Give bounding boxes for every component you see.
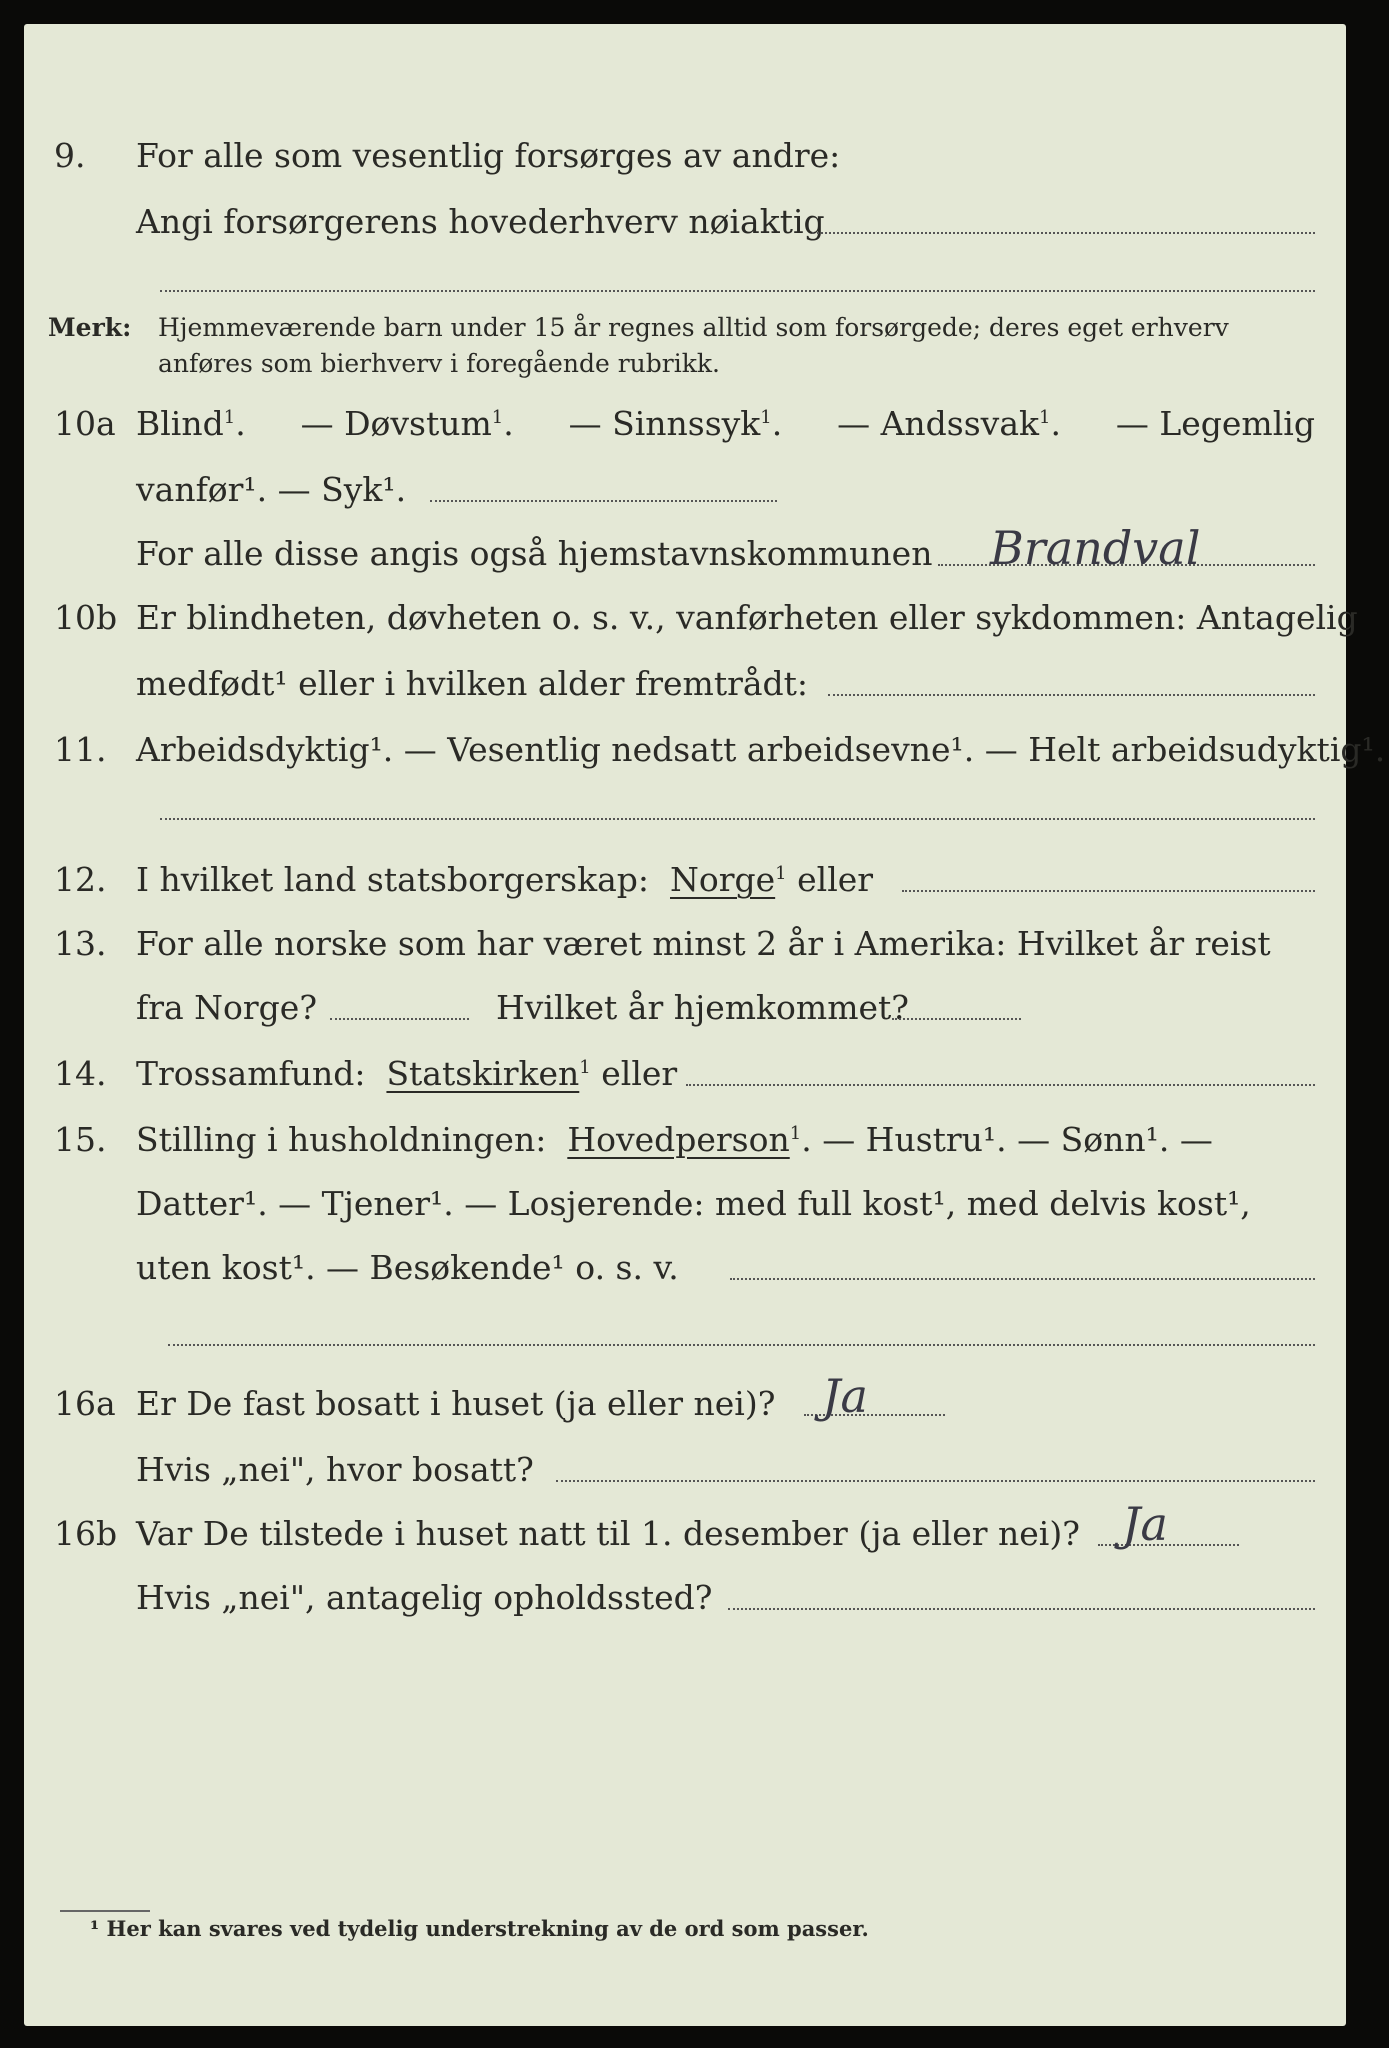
q15-line3: uten kost¹. — Besøkende¹ o. s. v.	[136, 1248, 679, 1287]
q12-norge-option[interactable]: Norge	[670, 860, 776, 899]
q11-line1: Arbeidsdyktig¹. — Vesentlig nedsatt arbeidsevne¹. — Helt arbeidsudyktig¹.	[136, 730, 1386, 769]
q12-eller: eller	[797, 860, 874, 899]
q14-label: Trossamfund:	[136, 1054, 366, 1093]
footnote-rule	[60, 1910, 150, 1912]
q15-row3	[0, 1238, 1389, 1298]
q14-row: 14. Trossamfund: Statskirken$^1$ eller	[0, 1044, 1389, 1104]
q14-answer-line[interactable]	[686, 1084, 1315, 1086]
q10a-line2: vanfør¹. — Syk¹.	[136, 470, 407, 509]
q10a-number: 10a	[54, 404, 116, 443]
q16a-row2	[0, 1440, 1389, 1500]
q12-row: 12. I hvilket land statsborgerskap: Norge$^1$ eller	[0, 850, 1389, 910]
q15-row2	[0, 1174, 1389, 1234]
q13-line1: For alle norske som har været minst 2 år i Amerika: Hvilket år reist	[136, 924, 1271, 963]
q16a-number: 16a	[54, 1384, 116, 1423]
q14-statskirken-option[interactable]: Statskirken	[386, 1054, 580, 1093]
q12-number: 12.	[54, 860, 107, 899]
q10b-row2	[0, 654, 1389, 714]
q11-row	[0, 720, 1389, 780]
q9-extra-line[interactable]	[160, 290, 1315, 292]
q13-number: 13.	[54, 924, 107, 963]
merk-label: Merk:	[48, 313, 132, 342]
q10a-row2	[0, 460, 1389, 520]
q16b-line2: Hvis „nei", antagelig opholdssted?	[136, 1578, 713, 1617]
q16b-answer-handwriting: Ja	[1122, 1497, 1168, 1551]
q9-number: 9.	[54, 136, 86, 175]
q10a-andssvak: — Andssvak	[837, 404, 1039, 443]
q13-hjemkommet-line[interactable]	[892, 1018, 1021, 1020]
q10a-row3	[0, 521, 1389, 584]
q9-answer-line[interactable]	[812, 232, 1315, 234]
q12-label: I hvilket land statsborgerskap:	[136, 860, 650, 899]
q10a-legemlig: — Legemlig	[1115, 404, 1315, 443]
q16a-answer-handwriting: Ja	[822, 1369, 868, 1423]
q10b-answer-line[interactable]	[828, 694, 1315, 696]
footnote: ¹ Her kan svares ved tydelig understrekning av de ord som passer.	[90, 1916, 869, 1941]
q15-rest: — Hustru¹. — Sønn¹. —	[822, 1120, 1213, 1159]
q11-extra-line[interactable]	[160, 818, 1315, 820]
q14-eller: eller	[601, 1054, 678, 1093]
q10a-line3: For alle disse angis også hjemstavnskommunen	[136, 534, 933, 573]
q9-line2: Angi forsørgerens hovederhverv nøiaktig	[136, 202, 825, 241]
q16b-number: 16b	[54, 1514, 118, 1553]
q12-answer-line[interactable]	[902, 890, 1315, 892]
q13-fra-norge: fra Norge?	[136, 988, 318, 1027]
q15-extra-line[interactable]	[168, 1344, 1315, 1346]
q11-number: 11.	[54, 730, 107, 769]
q16b-row	[0, 1497, 1389, 1564]
q15-answer-line[interactable]	[730, 1278, 1315, 1280]
q16a-line2: Hvis „nei", hvor bosatt?	[136, 1450, 534, 1489]
q9-row2	[0, 192, 1389, 252]
q10a-dovstum: — Døvstum	[300, 404, 492, 443]
q9-row	[0, 126, 1389, 186]
q15-number: 15.	[54, 1120, 107, 1159]
q10a-sinnssyk: — Sinnssyk	[568, 404, 761, 443]
q16a-line1: Er De fast bosatt i huset (ja eller nei)?	[136, 1384, 776, 1423]
q9-line1: For alle som vesentlig forsørges av andre:	[136, 136, 841, 175]
q16a-bosatt-line[interactable]	[556, 1480, 1315, 1482]
q16b-answer-line[interactable]	[1098, 1544, 1239, 1546]
q10b-line1: Er blindheten, døvheten o. s. v., vanførheten eller sykdommen: Antagelig	[136, 598, 1358, 637]
q15-label: Stilling i husholdningen:	[136, 1120, 547, 1159]
q13-row2	[0, 978, 1389, 1038]
q10a-row: 10a Blind$^1$. — Døvstum$^1$. — Sinnssyk$^1$. — Andssvak$^1$. — Legemlig	[0, 394, 1389, 454]
q16a-row	[0, 1369, 1389, 1434]
q13-hjemkommet: Hvilket år hjemkommet?	[496, 988, 909, 1027]
q13-reist-line[interactable]	[330, 1018, 469, 1020]
q16b-line1: Var De tilstede i huset natt til 1. desember (ja eller nei)?	[136, 1514, 1080, 1553]
q16b-row2	[0, 1568, 1389, 1628]
q15-row: 15. Stilling i husholdningen: Hovedperson$^1$. — Hustru¹. — Sønn¹. —	[0, 1110, 1389, 1170]
q15-hovedperson-option[interactable]: Hovedperson	[567, 1120, 790, 1159]
q15-line2: Datter¹. — Tjener¹. — Losjerende: med full kost¹, med delvis kost¹,	[136, 1184, 1251, 1223]
q10a-answer-handwriting: Brandval	[990, 521, 1201, 575]
q10b-row	[0, 588, 1389, 648]
q14-number: 14.	[54, 1054, 107, 1093]
q10a-syk-line[interactable]	[430, 500, 777, 502]
merk-text: Hjemmeværende barn under 15 år regnes alltid som forsørgede; deres eget erhverv anføres som bierhverv i foregående rubrikk.	[158, 313, 1229, 378]
q10b-line2: medfødt¹ eller i hvilken alder fremtrådt:	[136, 664, 809, 703]
q10a-blind: Blind	[136, 404, 224, 443]
q13-row	[0, 914, 1389, 974]
q10b-number: 10b	[54, 598, 118, 637]
q16b-opholdssted-line[interactable]	[728, 1608, 1315, 1610]
